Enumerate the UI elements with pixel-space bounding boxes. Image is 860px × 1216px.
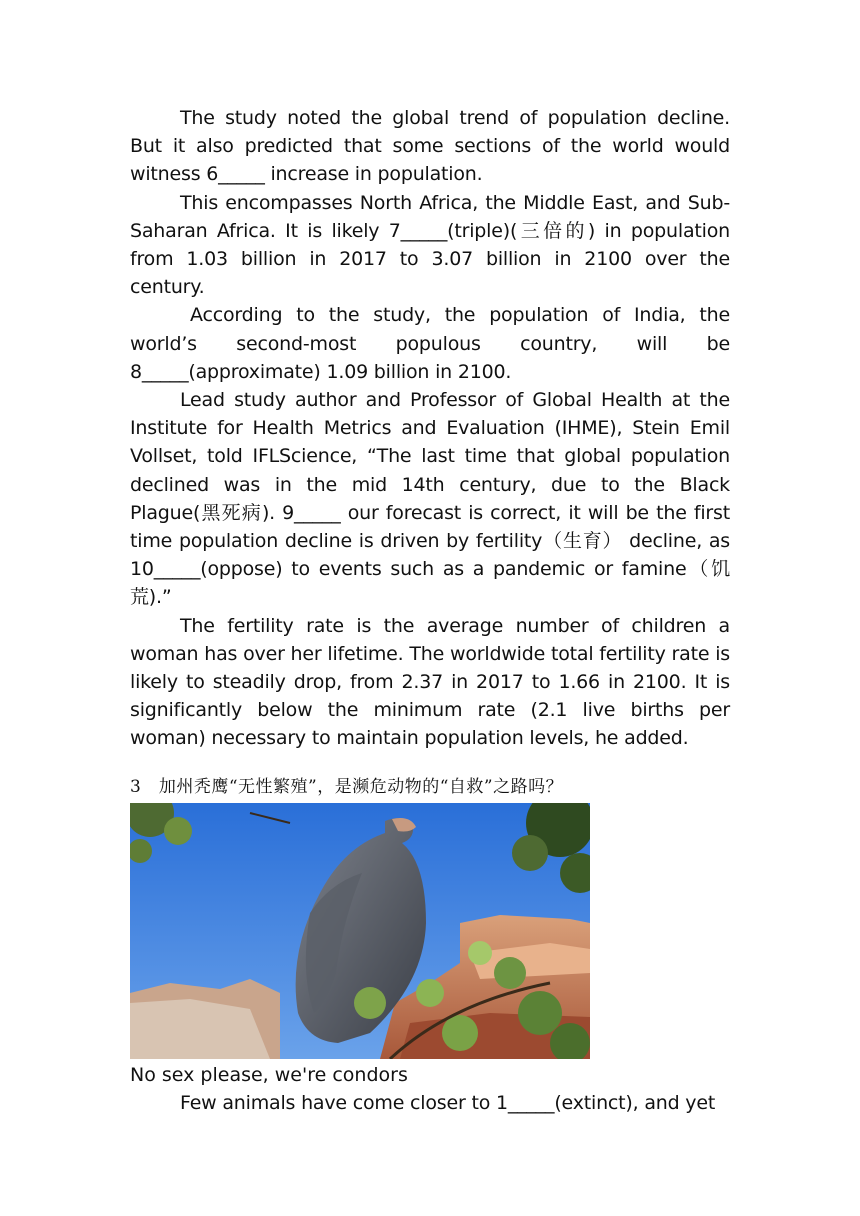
section-heading: 3 加州秃鹰“无性繁殖”，是濒危动物的“自救”之路吗？	[130, 776, 564, 797]
paragraph-3: According to the study, the population of India, the world’s second-most populous country, will be 8_____(approximate) 1.09 billion in 2100.	[130, 304, 730, 383]
paragraph-2: This encompasses North Africa, the Middle East, and Sub-Saharan Africa. It is likely 7_____(triple)(三倍的) in population from 1.03 billion in 2017 to 3.07 billion in 2100 over the century.	[130, 191, 730, 299]
photo-caption: No sex please, we're condors	[130, 1063, 408, 1086]
paragraph-5: The fertility rate is the average number of children a woman has over her lifetime. The worldwide total fertility rate is likely to steadily drop, from 2.37 in 2017 to 1.66 in 2100. It is significantly below the minimum rate (2.1 live births per woman) necessary to maintain population levels, he added.	[130, 614, 730, 750]
document-page	[130, 104, 730, 1117]
condor-photo	[130, 803, 590, 1059]
section3-first-line: Few animals have come closer to 1_____(extinct), and yet	[180, 1091, 716, 1114]
paragraph-4: Lead study author and Professor of Global Health at the Institute for Health Metrics and Evaluation (IHME), Stein Emil Vollset, told IFLScience, “The last time that global population declined was in the mid 14th century, due to the Black Plague(黑死病). 9_____ our forecast is correct, it will be the first time population decline is driven by fertility（生育） decline, as 10_____(oppose) to events such as a pandemic or famine（饥荒).”	[130, 389, 730, 609]
paragraph-1: The study noted the global trend of population decline. But it also predicted that some sections of the world would witness 6_____ increase in population.	[130, 107, 730, 186]
